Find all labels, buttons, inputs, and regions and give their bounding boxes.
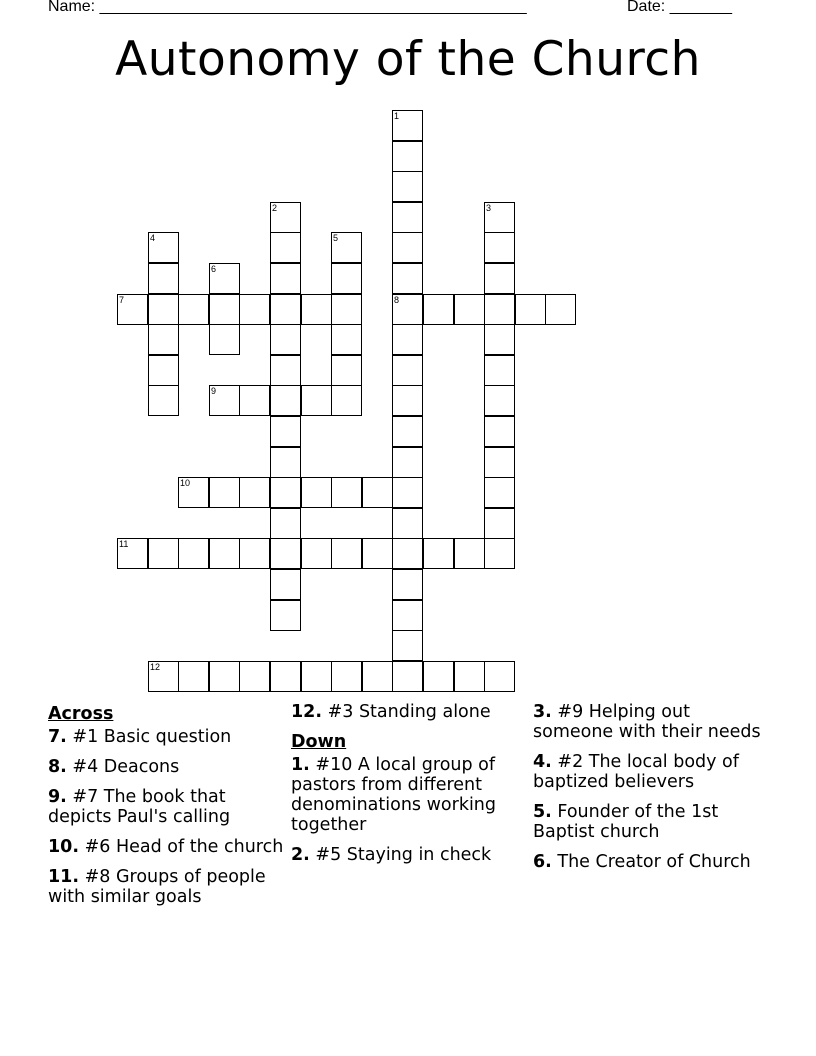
grid-cell[interactable] bbox=[301, 294, 332, 325]
grid-cell[interactable] bbox=[178, 538, 209, 569]
grid-cell[interactable] bbox=[484, 447, 515, 478]
clue-number: 1. bbox=[291, 755, 310, 775]
grid-cell[interactable] bbox=[484, 294, 515, 325]
grid-cell[interactable] bbox=[270, 416, 301, 447]
clue-across-8 bbox=[48, 757, 288, 777]
cell-number: 5 bbox=[333, 233, 339, 243]
grid-cell[interactable] bbox=[392, 385, 423, 416]
date-field-label: Date: _______ bbox=[627, 0, 732, 15]
clues-column-1 bbox=[48, 702, 288, 917]
grid-cell[interactable] bbox=[148, 538, 179, 569]
grid-cell[interactable] bbox=[270, 538, 301, 569]
grid-cell[interactable] bbox=[392, 416, 423, 447]
grid-cell[interactable] bbox=[454, 538, 485, 569]
grid-cell[interactable] bbox=[117, 294, 148, 325]
grid-cell[interactable] bbox=[270, 600, 301, 631]
grid-cell[interactable] bbox=[423, 294, 454, 325]
grid-cell[interactable] bbox=[209, 324, 240, 355]
grid-cell[interactable] bbox=[270, 202, 301, 233]
page-title: Autonomy of the Church bbox=[115, 32, 701, 87]
grid-cell[interactable] bbox=[392, 232, 423, 263]
grid-cell[interactable] bbox=[331, 538, 362, 569]
clue-text: #10 A local group of pastors from different denominations working together bbox=[291, 755, 497, 835]
grid-cell[interactable] bbox=[484, 355, 515, 386]
grid-cell[interactable] bbox=[392, 324, 423, 355]
grid-cell[interactable] bbox=[362, 477, 393, 508]
clue-number: 5. bbox=[533, 802, 552, 822]
grid-cell[interactable] bbox=[392, 477, 423, 508]
grid-cell[interactable] bbox=[148, 324, 179, 355]
cell-number: 11 bbox=[119, 539, 129, 549]
clue-text: #5 Staying in check bbox=[315, 845, 492, 865]
grid-cell[interactable] bbox=[423, 538, 454, 569]
clue-down-1 bbox=[291, 755, 526, 835]
clue-text: The Creator of Church bbox=[557, 852, 751, 872]
grid-cell[interactable] bbox=[301, 477, 332, 508]
grid-cell[interactable] bbox=[239, 538, 270, 569]
cell-number: 12 bbox=[150, 662, 161, 672]
grid-cell[interactable] bbox=[270, 355, 301, 386]
grid-cell[interactable] bbox=[392, 263, 423, 294]
grid-cell[interactable] bbox=[392, 355, 423, 386]
grid-cell[interactable] bbox=[270, 508, 301, 539]
grid-cell[interactable] bbox=[148, 385, 179, 416]
grid-cell[interactable] bbox=[484, 477, 515, 508]
grid-cell[interactable] bbox=[270, 477, 301, 508]
grid-cell[interactable] bbox=[270, 232, 301, 263]
clue-number: 8. bbox=[48, 757, 67, 777]
grid-cell[interactable] bbox=[239, 661, 270, 692]
cell-number: 8 bbox=[394, 295, 400, 305]
clue-down-6 bbox=[533, 852, 773, 872]
clue-text: #1 Basic question bbox=[72, 727, 232, 747]
grid-cell[interactable] bbox=[392, 171, 423, 202]
grid-cell[interactable] bbox=[331, 661, 362, 692]
across-heading: Across bbox=[48, 704, 114, 724]
grid-cell[interactable] bbox=[331, 477, 362, 508]
grid-cell[interactable] bbox=[331, 324, 362, 355]
clue-number: 3. bbox=[533, 702, 552, 722]
grid-cell[interactable] bbox=[301, 385, 332, 416]
clue-number: 12. bbox=[291, 702, 323, 722]
grid-cell[interactable] bbox=[392, 569, 423, 600]
grid-cell[interactable] bbox=[454, 294, 485, 325]
clue-number: 7. bbox=[48, 727, 67, 747]
grid-cell[interactable] bbox=[148, 263, 179, 294]
clue-number: 6. bbox=[533, 852, 552, 872]
grid-cell[interactable] bbox=[209, 263, 240, 294]
cell-number: 4 bbox=[150, 233, 156, 243]
clue-number: 10. bbox=[48, 837, 80, 857]
clue-text: #2 The local body of baptized believers bbox=[533, 752, 739, 792]
grid-cell[interactable] bbox=[270, 324, 301, 355]
clue-text: #4 Deacons bbox=[72, 757, 180, 777]
grid-cell[interactable] bbox=[148, 294, 179, 325]
grid-cell[interactable] bbox=[148, 661, 179, 692]
grid-cell[interactable] bbox=[209, 661, 240, 692]
clue-number: 11. bbox=[48, 867, 80, 887]
clue-text: #9 Helping out someone with their needs bbox=[533, 702, 761, 742]
grid-cell[interactable] bbox=[392, 508, 423, 539]
clues-column-2 bbox=[291, 702, 526, 875]
grid-cell[interactable] bbox=[209, 538, 240, 569]
grid-cell[interactable] bbox=[484, 263, 515, 294]
grid-cell[interactable] bbox=[117, 538, 148, 569]
grid-cell[interactable] bbox=[362, 661, 393, 692]
cell-number: 10 bbox=[180, 478, 191, 488]
grid-cell[interactable] bbox=[392, 600, 423, 631]
grid-cell[interactable] bbox=[148, 355, 179, 386]
clue-down-5 bbox=[533, 802, 773, 842]
grid-cell[interactable] bbox=[423, 661, 454, 692]
clue-text: #6 Head of the church bbox=[84, 837, 284, 857]
grid-cell[interactable] bbox=[331, 294, 362, 325]
cell-number: 3 bbox=[486, 203, 492, 213]
grid-cell[interactable] bbox=[545, 294, 576, 325]
grid-cell[interactable] bbox=[239, 294, 270, 325]
grid-cell[interactable] bbox=[178, 294, 209, 325]
grid-cell[interactable] bbox=[178, 477, 209, 508]
grid-cell[interactable] bbox=[484, 202, 515, 233]
clue-across-9 bbox=[48, 787, 288, 827]
grid-cell[interactable] bbox=[270, 385, 301, 416]
grid-cell[interactable] bbox=[515, 294, 546, 325]
grid-cell[interactable] bbox=[392, 447, 423, 478]
clue-text: Founder of the 1st Baptist church bbox=[533, 802, 719, 842]
clues-column-3 bbox=[533, 702, 773, 882]
grid-cell[interactable] bbox=[392, 294, 423, 325]
grid-cell[interactable] bbox=[331, 385, 362, 416]
grid-cell[interactable] bbox=[484, 232, 515, 263]
clue-text: #7 The book that depicts Paul's calling bbox=[48, 787, 231, 827]
grid-cell[interactable] bbox=[392, 538, 423, 569]
grid-cell[interactable] bbox=[239, 477, 270, 508]
grid-cell[interactable] bbox=[484, 508, 515, 539]
cell-number: 9 bbox=[211, 386, 217, 396]
grid-cell[interactable] bbox=[362, 538, 393, 569]
grid-cell[interactable] bbox=[454, 661, 485, 692]
grid-cell[interactable] bbox=[392, 661, 423, 692]
cell-number: 7 bbox=[119, 295, 125, 305]
clue-number: 4. bbox=[533, 752, 552, 772]
grid-cell[interactable] bbox=[270, 263, 301, 294]
grid-cell[interactable] bbox=[239, 385, 270, 416]
clue-text: #3 Standing alone bbox=[327, 702, 491, 722]
grid-cell[interactable] bbox=[331, 263, 362, 294]
grid-cell[interactable] bbox=[484, 416, 515, 447]
grid-cell[interactable] bbox=[270, 294, 301, 325]
grid-cell[interactable] bbox=[331, 355, 362, 386]
grid-cell[interactable] bbox=[209, 294, 240, 325]
grid-cell[interactable] bbox=[484, 324, 515, 355]
grid-cell[interactable] bbox=[209, 385, 240, 416]
grid-cell[interactable] bbox=[270, 569, 301, 600]
clue-across-11 bbox=[48, 867, 288, 907]
grid-cell[interactable] bbox=[331, 232, 362, 263]
grid-cell[interactable] bbox=[484, 538, 515, 569]
grid-cell[interactable] bbox=[484, 385, 515, 416]
grid-cell[interactable] bbox=[270, 661, 301, 692]
name-field-label: Name: ________________________________________________ bbox=[48, 0, 527, 15]
clue-number: 2. bbox=[291, 845, 310, 865]
clue-number: 9. bbox=[48, 787, 67, 807]
down-heading: Down bbox=[291, 732, 347, 752]
grid-cell[interactable] bbox=[301, 538, 332, 569]
clue-across-12 bbox=[291, 702, 526, 722]
clue-across-10 bbox=[48, 837, 288, 857]
grid-cell[interactable] bbox=[392, 141, 423, 172]
grid-cell[interactable] bbox=[392, 110, 423, 141]
grid-cell[interactable] bbox=[392, 202, 423, 233]
clue-down-4 bbox=[533, 752, 773, 792]
clue-across-7 bbox=[48, 727, 288, 747]
cell-number: 6 bbox=[211, 264, 217, 274]
grid-cell[interactable] bbox=[392, 630, 423, 661]
grid-cell[interactable] bbox=[270, 447, 301, 478]
grid-cell[interactable] bbox=[209, 477, 240, 508]
clue-text: #8 Groups of people with similar goals bbox=[48, 867, 266, 907]
grid-cell[interactable] bbox=[484, 661, 515, 692]
grid-cell[interactable] bbox=[148, 232, 179, 263]
grid-cell[interactable] bbox=[178, 661, 209, 692]
cell-number: 1 bbox=[394, 111, 400, 121]
grid-cell[interactable] bbox=[301, 661, 332, 692]
clue-down-3 bbox=[533, 702, 773, 742]
cell-number: 2 bbox=[272, 203, 278, 213]
clue-down-2 bbox=[291, 845, 526, 865]
